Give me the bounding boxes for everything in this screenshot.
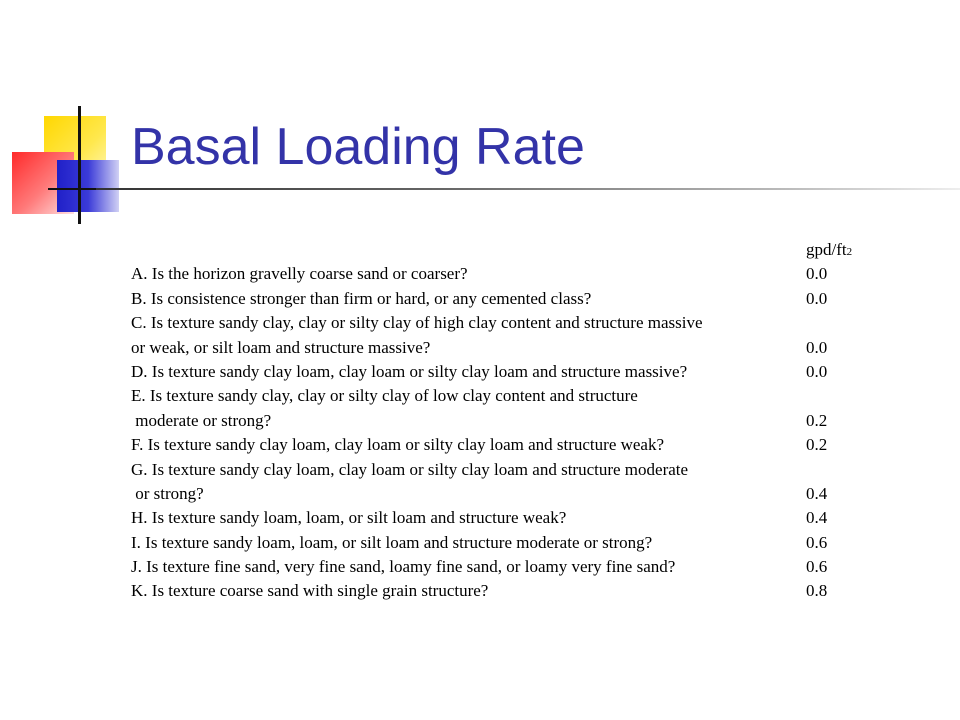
- table-row: [131, 531, 871, 555]
- unit-exponent: 2: [846, 246, 853, 258]
- unit-header-row: [131, 238, 871, 262]
- loading-rate-value: 0.0: [806, 264, 828, 284]
- question-text: G. Is texture sandy clay loam, clay loam or silty clay loam and structure moderate: [131, 459, 689, 479]
- question-text: H. Is texture sandy loam, loam, or silt loam and structure weak?: [131, 508, 567, 528]
- question-text: moderate or strong?: [131, 410, 272, 430]
- table-row: [131, 360, 871, 384]
- table-row: [131, 555, 871, 579]
- table-row: [131, 482, 871, 506]
- loading-rate-value: 0.2: [806, 435, 828, 455]
- loading-rate-value: 0.0: [806, 337, 828, 357]
- table-row: [131, 311, 871, 335]
- slide-logo: [0, 0, 140, 230]
- question-text: C. Is texture sandy clay, clay or silty clay of high clay content and structure massive: [131, 313, 703, 333]
- question-rows: [131, 262, 871, 603]
- loading-rate-table: [131, 238, 871, 604]
- logo-vertical-line: [78, 106, 81, 224]
- slide-title: Basal Loading Rate: [131, 118, 585, 176]
- loading-rate-value: 0.2: [806, 410, 828, 430]
- loading-rate-value: 0.0: [806, 361, 828, 381]
- loading-rate-value: 0.6: [806, 532, 828, 552]
- table-row: [131, 262, 871, 286]
- unit-header: [806, 238, 852, 264]
- loading-rate-value: 0.4: [806, 508, 828, 528]
- question-text: E. Is texture sandy clay, clay or silty clay of low clay content and structure: [131, 386, 638, 406]
- loading-rate-value: 0.0: [806, 288, 828, 308]
- table-row: [131, 458, 871, 482]
- question-text: J. Is texture fine sand, very fine sand, loamy fine sand, or loamy very fine sand?: [131, 557, 676, 577]
- unit-base: gpd/ft: [806, 240, 847, 259]
- question-text: B. Is consistence stronger than firm or hard, or any cemented class?: [131, 288, 592, 308]
- question-text: K. Is texture coarse sand with single grain structure?: [131, 581, 489, 601]
- logo-blue-square: [57, 160, 119, 212]
- title-underline: [96, 188, 960, 190]
- question-text: or weak, or silt loam and structure massive?: [131, 337, 431, 357]
- table-row: [131, 384, 871, 408]
- table-row: [131, 579, 871, 603]
- question-text: A. Is the horizon gravelly coarse sand or coarser?: [131, 264, 468, 284]
- table-row: [131, 287, 871, 311]
- loading-rate-value: 0.6: [806, 557, 828, 577]
- table-row: [131, 433, 871, 457]
- question-text: F. Is texture sandy clay loam, clay loam or silty clay loam and structure weak?: [131, 435, 665, 455]
- table-row: [131, 336, 871, 360]
- question-text: I. Is texture sandy loam, loam, or silt loam and structure moderate or strong?: [131, 532, 653, 552]
- loading-rate-value: 0.4: [806, 483, 828, 503]
- table-row: [131, 409, 871, 433]
- question-text: or strong?: [131, 483, 204, 503]
- question-text: D. Is texture sandy clay loam, clay loam or silty clay loam and structure massive?: [131, 361, 688, 381]
- loading-rate-value: 0.8: [806, 581, 828, 601]
- table-row: [131, 506, 871, 530]
